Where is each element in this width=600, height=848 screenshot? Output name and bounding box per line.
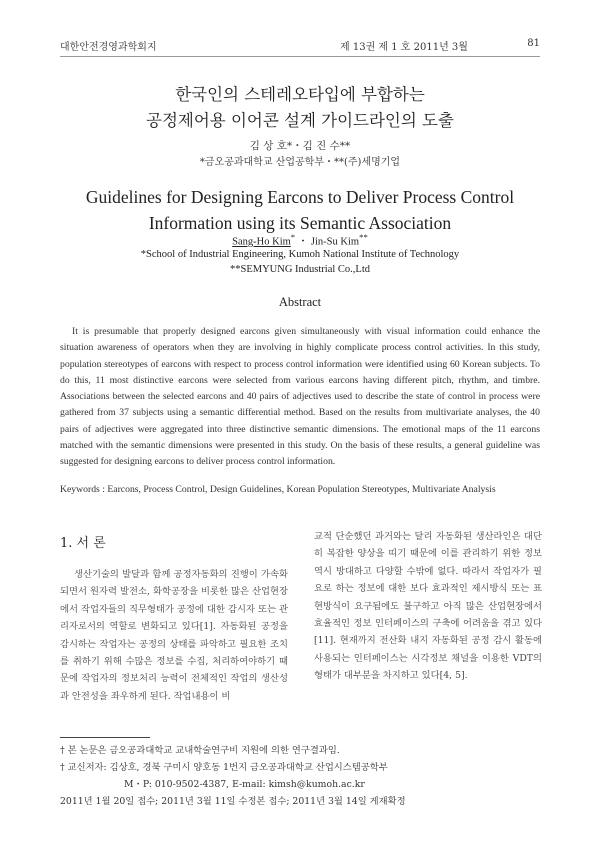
issue-info: 제 13권 제 1 호 2011년 3월 bbox=[340, 42, 468, 53]
section-heading: 1. 서 론 bbox=[60, 536, 106, 551]
footnote-contact: M・P: 010-9502-4387, E-mail: kimsh@kumoh.ac.kr bbox=[124, 779, 365, 790]
keywords: Keywords : Earcons, Process Control, Design Guidelines, Korean Population Stereotypes, Multivariate Analysis bbox=[60, 484, 496, 495]
body-column-left: 생산기술의 발달과 함께 공정자동화의 진행이 가속화 되면서 원자력 발전소, 화학공장을 비롯한 많은 산업현장에서 작업자들의 직무형태가 공정에 대한 감시자 또는 관리자로서의 역할로 변화되고 있다[1]. 자동화된 공정을 감시하는 작업자는 공정의 상태를 파악하고 필요한 조치를 취하기 위해 수많은 정보를 수집, 처리하여야하기 때문에 작업자의 정보처리 능력이 전체적인 작업의 생산성과 안전성을 좌우하게 된다. 작업내용이 비 bbox=[60, 569, 288, 702]
journal-name: 대한안전경영과학회지 bbox=[60, 42, 157, 53]
english-title-line-1: Guidelines for Designing Earcons to Deliver Process Control bbox=[85, 187, 515, 207]
author-1-mark: * bbox=[290, 232, 296, 242]
english-affiliation-1: *School of Industrial Engineering, Kumoh National Institute of Technology bbox=[140, 249, 460, 260]
korean-title-line-1: 한국인의 스테레오타입에 부합하는 bbox=[175, 85, 425, 104]
author-2: Jin-Su Kim bbox=[310, 236, 360, 248]
author-1: Sang-Ho Kim bbox=[232, 236, 291, 248]
korean-affiliation: *금오공과대학교 산업공학부・**(주)세명기업 bbox=[199, 157, 401, 168]
running-header bbox=[60, 38, 540, 52]
page-number: 81 bbox=[527, 38, 540, 49]
header-divider bbox=[60, 56, 540, 57]
footnote-funding: † 본 논문은 금오공과대학교 교내학술연구비 지원에 의한 연구결과임. bbox=[60, 745, 340, 756]
abstract-heading: Abstract bbox=[278, 295, 322, 309]
korean-title-line-2: 공정제어용 이어콘 설계 가이드라인의 도출 bbox=[146, 111, 454, 130]
english-authors bbox=[60, 232, 540, 249]
footnotes bbox=[60, 742, 540, 810]
korean-title bbox=[60, 82, 540, 134]
footnote-divider bbox=[60, 737, 150, 738]
author-2-mark: ** bbox=[359, 232, 368, 242]
footnote-corresponding: † 교신저자: 김상호, 경북 구미시 양호동 1번지 금오공과대학교 산업시스템공학부 bbox=[60, 762, 388, 773]
footnote-dates: 2011년 1월 20일 접수; 2011년 3월 11일 수정본 접수; 2011년 3월 14일 게재확정 bbox=[60, 796, 406, 807]
abstract-body: It is presumable that properly designed earcons given simultaneously with visual information could enhance the situation awareness of operators when they are involving in highly complicate process control activities. In this study, population stereotypes of earcons with respect to process control information were identified using 60 Korean subjects. To do this, 11 most distinctive earcons were selected from various earcons having different pitch, rhythm, and timbre. Associations between the selected earcons and 40 pairs of adjectives used to describe the state of control in process were gathered from 37 subjects using a semantic differential method. Based on the results from multivariate analyses, the 40 pairs of adjectives were aggregated into three distinctive semantic dimensions. The emotional maps of the 11 earcons matched with the semantic dimensions were presented in this study. On the basis of these results, a general guideline was suggested for designing earcons to deliver process control information. bbox=[60, 326, 540, 468]
author-separator: ・ bbox=[295, 236, 311, 248]
english-title-line-2: Information using its Semantic Association bbox=[148, 213, 452, 233]
english-title bbox=[40, 184, 560, 236]
korean-authors: 김 상 호*・김 진 수** bbox=[249, 140, 351, 152]
english-affiliation-2: **SEMYUNG Industrial Co.,Ltd bbox=[230, 264, 370, 275]
body-column-right: 교적 단순했던 과거와는 달리 자동화된 생산라인은 대단히 복잡한 양상을 띠기 때문에 이를 관리하기 위한 정보 역시 방대하고 다양할 수밖에 없다. 따라서 작업자가 필요로 하는 정보에 대한 보다 효과적인 제시방식 또는 표현방식이 요구됨에도 불구하고 아직 많은 산업현장에서 효율적인 정보 인터페이스의 구축에 어려움을 겪고 있다[11]. 현재까지 전산화 내지 자동화된 공정 감시 활동에 사용되는 인터페이스는 시각정보 채널을 이용한 VDT의 형태가 대부분을 차지하고 있다[4, 5]. bbox=[314, 531, 542, 682]
